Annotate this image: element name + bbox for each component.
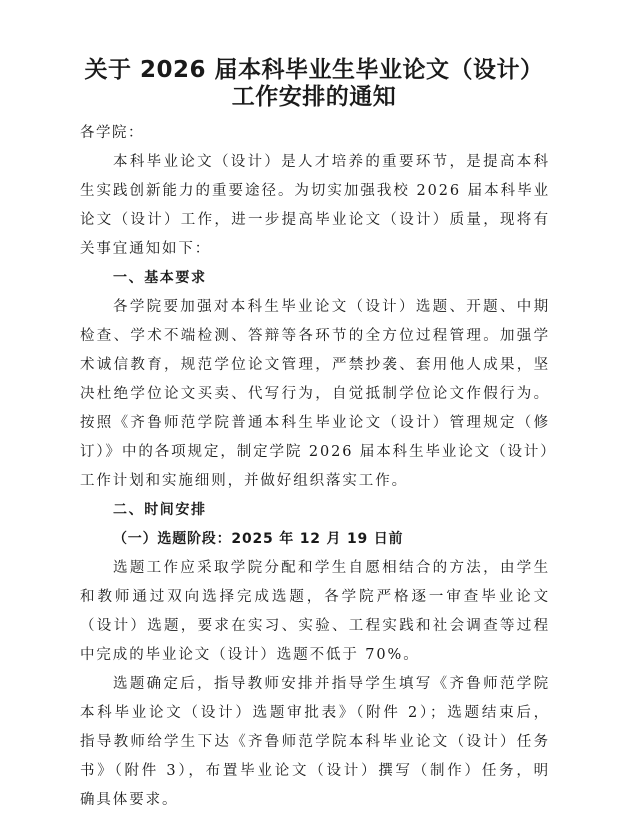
section-heading-basic-requirements: 一、基本要求 bbox=[113, 270, 207, 286]
section2-para1-line: （设计）选题，要求在实习、实验、工程实践和社会调查等过程 bbox=[80, 618, 550, 634]
section2-para1-line: 选题工作应采取学院分配和学生自愿相结合的方法，由学生 bbox=[113, 560, 550, 576]
intro-line: 关事宜通知如下： bbox=[80, 241, 212, 257]
salutation: 各学院： bbox=[80, 125, 144, 141]
section1-line: 各学院要加强对本科生毕业论文（设计）选题、开题、中期 bbox=[113, 299, 550, 315]
intro-line: 论文（设计）工作，进一步提高毕业论文（设计）质量，现将有 bbox=[80, 212, 550, 228]
section1-line: 检查、学术不端检测、答辩等各环节的全方位过程管理。加强学 bbox=[80, 328, 550, 344]
section2-para2-line: 本科毕业论文（设计）选题审批表》（附件 2）；选题结束后， bbox=[80, 705, 550, 721]
section1-line: 术诚信教育，规范学位论文管理，严禁抄袭、套用他人成果，坚 bbox=[80, 357, 550, 373]
section2-para2-line: 书》（附件 3），布置毕业论文（设计）撰写（制作）任务，明 bbox=[80, 763, 550, 779]
section2-para2-line: 选题确定后，指导教师安排并指导学生填写《齐鲁师范学院 bbox=[113, 676, 550, 692]
section1-line: 订）》中的各项规定，制定学院 2026 届本科生毕业论文（设计） bbox=[80, 444, 557, 460]
section2-para2-line: 指导教师给学生下达《齐鲁师范学院本科毕业论文（设计）任务 bbox=[80, 734, 550, 750]
subsection-heading-topic-selection: （一）选题阶段：2025 年 12 月 19 日前 bbox=[113, 531, 404, 547]
intro-line: 本科毕业论文（设计）是人才培养的重要环节，是提高本科 bbox=[113, 154, 550, 170]
section1-line: 按照《齐鲁师范学院普通本科生毕业论文（设计）管理规定（修 bbox=[80, 415, 550, 431]
document-title-line-1: 关于 2026 届本科毕业生毕业论文（设计） bbox=[84, 57, 544, 83]
section1-line: 决杜绝学位论文买卖、代写行为，自觉抵制学位论文作假行为。 bbox=[80, 386, 550, 402]
section-heading-schedule: 二、时间安排 bbox=[113, 502, 207, 518]
intro-line: 生实践创新能力的重要途径。为切实加强我校 2026 届本科毕业 bbox=[80, 183, 550, 199]
section2-para2-line: 确具体要求。 bbox=[80, 792, 179, 808]
section1-line: 工作计划和实施细则，并做好组织落实工作。 bbox=[80, 473, 408, 489]
section2-para1-line: 和教师通过双向选择完成选题，各学院严格逐一审查毕业论文 bbox=[80, 589, 550, 605]
document-title-line-2: 工作安排的通知 bbox=[231, 84, 397, 110]
section2-para1-line: 中完成的毕业论文（设计）选题不低于 70%。 bbox=[80, 647, 420, 663]
